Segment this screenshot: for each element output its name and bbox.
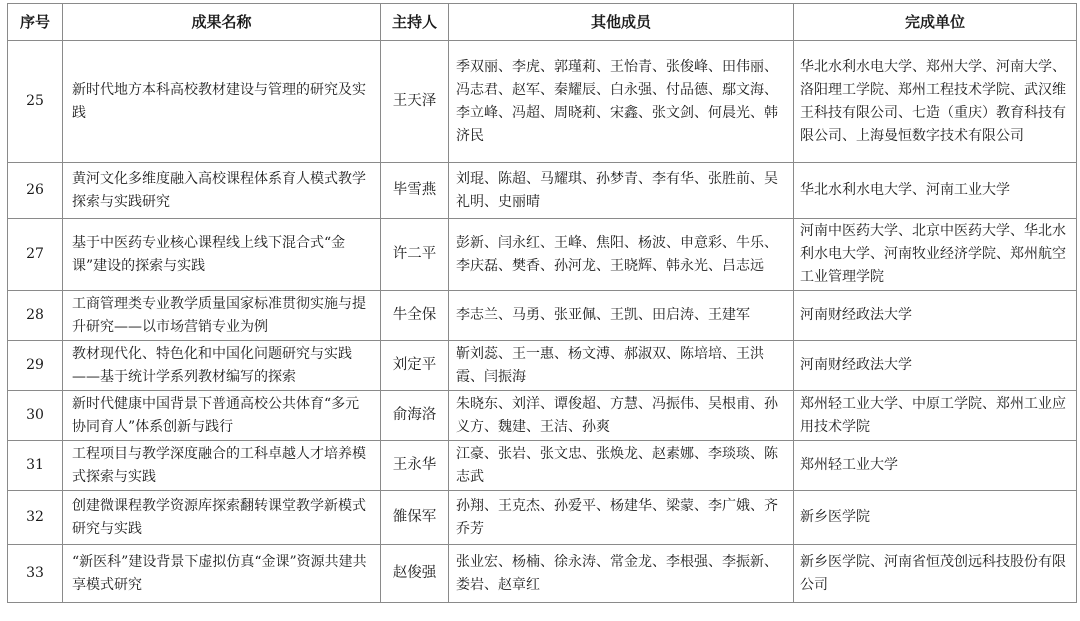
row-name: 创建微课程教学资源库探索翻转课堂教学新模式研究与实践 [63, 491, 381, 545]
row-host: 俞海洛 [381, 391, 449, 441]
row-unit: 郑州轻工业大学、中原工学院、郑州工业应用技术学院 [794, 391, 1077, 441]
table-row [8, 341, 1077, 391]
row-unit: 华北水利水电大学、河南工业大学 [794, 163, 1077, 219]
row-unit: 河南财经政法大学 [794, 291, 1077, 341]
header-host: 主持人 [381, 4, 449, 41]
table-row [8, 441, 1077, 491]
row-unit: 新乡医学院 [794, 491, 1077, 545]
table-row [8, 545, 1077, 603]
results-table [7, 3, 1077, 603]
row-seq: 30 [8, 391, 63, 441]
row-members: 季双丽、李虎、郭瑾莉、王怡青、张俊峰、田伟丽、冯志君、赵军、秦耀辰、白永强、付品德、鄢文海、李立峰、冯超、周晓莉、宋鑫、张文剑、何晨光、韩济民 [449, 41, 794, 163]
row-seq: 29 [8, 341, 63, 391]
table-row [8, 391, 1077, 441]
row-unit: 新乡医学院、河南省恒茂创远科技股份有限公司 [794, 545, 1077, 603]
row-members: 李志兰、马勇、张亚佩、王凯、田启涛、王建军 [449, 291, 794, 341]
row-name: 工程项目与教学深度融合的工科卓越人才培养模式探索与实践 [63, 441, 381, 491]
row-host: 赵俊强 [381, 545, 449, 603]
row-host: 王永华 [381, 441, 449, 491]
row-name: 教材现代化、特色化和中国化问题研究与实践——基于统计学系列教材编写的探索 [63, 341, 381, 391]
row-name: 黄河文化多维度融入高校课程体系育人模式教学探索与实践研究 [63, 163, 381, 219]
row-host: 雒保军 [381, 491, 449, 545]
row-name: 基于中医药专业核心课程线上线下混合式“金课”建设的探索与实践 [63, 219, 381, 291]
row-unit: 河南中医药大学、北京中医药大学、华北水利水电大学、河南牧业经济学院、郑州航空工业管理学院 [794, 219, 1077, 291]
row-members: 彭新、闫永红、王峰、焦阳、杨波、申意彩、牛乐、李庆磊、樊香、孙河龙、王晓辉、韩永光、吕志远 [449, 219, 794, 291]
row-unit: 河南财经政法大学 [794, 341, 1077, 391]
table-row [8, 291, 1077, 341]
header-members: 其他成员 [449, 4, 794, 41]
row-seq: 32 [8, 491, 63, 545]
row-seq: 31 [8, 441, 63, 491]
row-name: 新时代地方本科高校教材建设与管理的研究及实践 [63, 41, 381, 163]
header-name: 成果名称 [63, 4, 381, 41]
row-members: 刘琨、陈超、马耀琪、孙梦青、李有华、张胜前、吴礼明、史丽晴 [449, 163, 794, 219]
header-unit: 完成单位 [794, 4, 1077, 41]
row-seq: 28 [8, 291, 63, 341]
row-unit: 郑州轻工业大学 [794, 441, 1077, 491]
row-seq: 33 [8, 545, 63, 603]
row-members: 靳刘蕊、王一惠、杨文溥、郝淑双、陈培培、王洪霞、闫振海 [449, 341, 794, 391]
row-unit: 华北水利水电大学、郑州大学、河南大学、洛阳理工学院、郑州工程技术学院、武汉维王科技有限公司、七造（重庆）教育科技有限公司、上海曼恒数字技术有限公司 [794, 41, 1077, 163]
row-host: 刘定平 [381, 341, 449, 391]
row-members: 孙翔、王克杰、孙爱平、杨建华、梁蒙、李广娥、齐乔芳 [449, 491, 794, 545]
row-host: 牛全保 [381, 291, 449, 341]
row-name: “新医科”建设背景下虚拟仿真“金课”资源共建共享模式研究 [63, 545, 381, 603]
table-row [8, 491, 1077, 545]
row-members: 朱晓东、刘洋、谭俊超、方慧、冯振伟、吴根甫、孙义方、魏建、王洁、孙爽 [449, 391, 794, 441]
row-host: 王天泽 [381, 41, 449, 163]
row-seq: 27 [8, 219, 63, 291]
table-row [8, 163, 1077, 219]
header-row [8, 4, 1077, 41]
table-row [8, 41, 1077, 163]
row-host: 许二平 [381, 219, 449, 291]
header-seq: 序号 [8, 4, 63, 41]
row-seq: 25 [8, 41, 63, 163]
row-seq: 26 [8, 163, 63, 219]
row-host: 毕雪燕 [381, 163, 449, 219]
row-name: 工商管理类专业教学质量国家标准贯彻实施与提升研究——以市场营销专业为例 [63, 291, 381, 341]
row-members: 张业宏、杨楠、徐永涛、常金龙、李根强、李振新、娄岩、赵章红 [449, 545, 794, 603]
row-name: 新时代健康中国背景下普通高校公共体育“多元协同育人”体系创新与践行 [63, 391, 381, 441]
table-row [8, 219, 1077, 291]
row-members: 江豪、张岩、张文忠、张焕龙、赵素娜、李琰琰、陈志武 [449, 441, 794, 491]
